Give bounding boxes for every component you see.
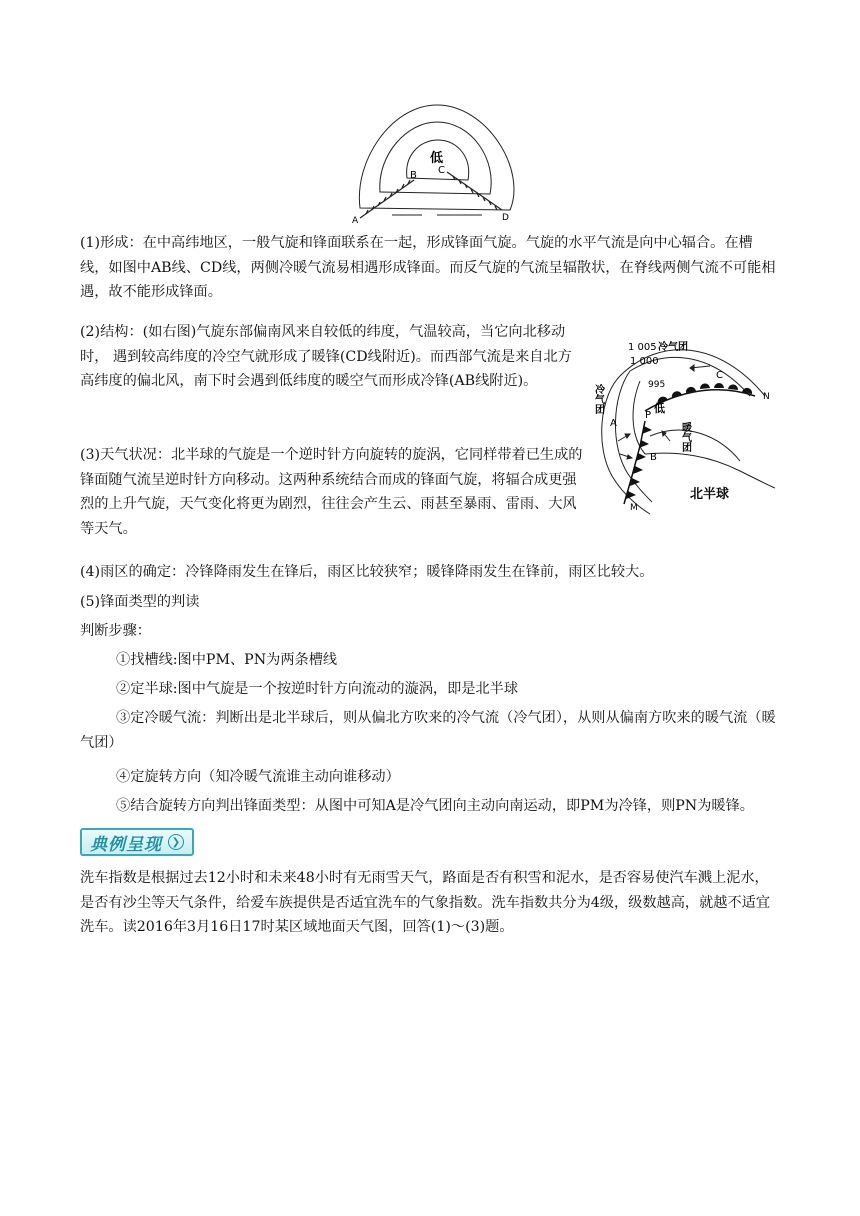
frontal-cyclone-figure: [590, 326, 790, 518]
fig2-label-a: A: [610, 418, 617, 429]
cyclone-front-figure: [352, 100, 522, 225]
paragraph-steps-heading: 判断步骤：: [80, 623, 151, 639]
paragraph-rain-area: (4)雨区的确定：冷锋降雨发生在锋后，雨区比较狭窄；暖锋降雨发生在锋前，雨区比较大。: [80, 564, 654, 580]
fig1-label-a: A: [352, 216, 359, 225]
cold-mass-top-label: 冷气团: [658, 342, 688, 353]
step-1: ①找槽线:图中PM、PN为两条槽线: [116, 652, 338, 668]
iso-label-1000: 1 000: [630, 356, 659, 367]
fig2-label-p: P: [645, 410, 652, 421]
fig1-label-low: 低: [430, 151, 444, 166]
chevron-right-circle-icon: ❯: [168, 834, 184, 850]
paragraph-front-type: (5)锋面类型的判读: [80, 594, 200, 610]
step-2: ②定半球:图中气旋是一个按逆时针方向流动的漩涡，即是北半球: [116, 681, 519, 697]
paragraph-weather: (3)天气状况：北半球的气旋是一个逆时针方向旋转的旋涡，它同样带着已生成的锋面随气流呈逆时针方向移动。这两种系统结合而成的锋面气旋，将辐合成更强烈的上升气旋，天气变化将更为剧烈，往往会产生云、雨甚至暴雨、雷雨、大风等天气。: [80, 447, 583, 537]
hemisphere-label: 北半球: [690, 487, 730, 502]
fig1-label-d: D: [502, 213, 509, 223]
example-badge: [80, 828, 194, 856]
paragraph-example: 洗车指数是根据过去12小时和未来48小时有无雨雪天气，路面是否有积雪和泥水，是否容易使汽车溅上泥水，是否有沙尘等天气条件，给爱车族提供是否适宜洗车的气象指数。洗车指数共分为4级，级数越高，就越不适宜洗车。读2016年3月16日17时某区域地面天气图，回答(1)～(3)题。: [80, 870, 771, 935]
paragraph-formation: (1)形成：在中高纬地区，一般气旋和锋面联系在一起，形成锋面气旋。气旋的水平气流是向中心辐合。在槽线，如图中AB线、CD线，两侧冷暖气流易相遇形成锋面。而反气旋的气流呈辐散状，在脊线两侧气流不可能相遇，故不能形成锋面。: [80, 235, 776, 300]
fig2-label-b: B: [650, 452, 657, 463]
warm-front-line: [447, 172, 502, 210]
example-badge-label: 典例呈现: [90, 834, 162, 855]
cold-front-line: [360, 180, 414, 218]
fig1-label-c: C: [438, 165, 445, 176]
fig2-label-m: M: [630, 503, 638, 513]
fig2-label-n: N: [763, 392, 770, 402]
paragraph-structure: (2)结构：(如右图)气旋东部偏南风来自较低的纬度，气温较高，当它向北移动时， 遇到较高纬度的冷空气就形成了暖锋(CD线附近)。而西部气流是来自北方高纬度的偏北风，南下时会遇到低纬度的暖空气而形成冷锋(AB线附近)。: [80, 324, 572, 389]
fig2-label-low: 低: [654, 402, 665, 415]
warm-mass-label: 暖气团: [679, 422, 691, 452]
step-3: ③定冷暖气流：判断出是北半球后，则从偏北方吹来的冷气流（冷气团），从则从偏南方吹来的暖气流（暖气团）: [80, 710, 776, 751]
fig2-label-c: C: [716, 370, 723, 381]
fig1-label-b: B: [410, 170, 417, 181]
iso-label-995: 995: [648, 380, 666, 390]
step-5: ⑤结合旋转方向判出锋面类型：从图中可知A是冷气团向主动向南运动，即PM为冷锋，则PN为暖锋。: [116, 798, 754, 814]
iso-label-1005: 1 005: [628, 342, 657, 353]
cold-mass-left-label: 冷气团: [592, 384, 604, 414]
step-4: ④定旋转方向（知冷暖气流谁主动向谁移动）: [116, 769, 400, 785]
